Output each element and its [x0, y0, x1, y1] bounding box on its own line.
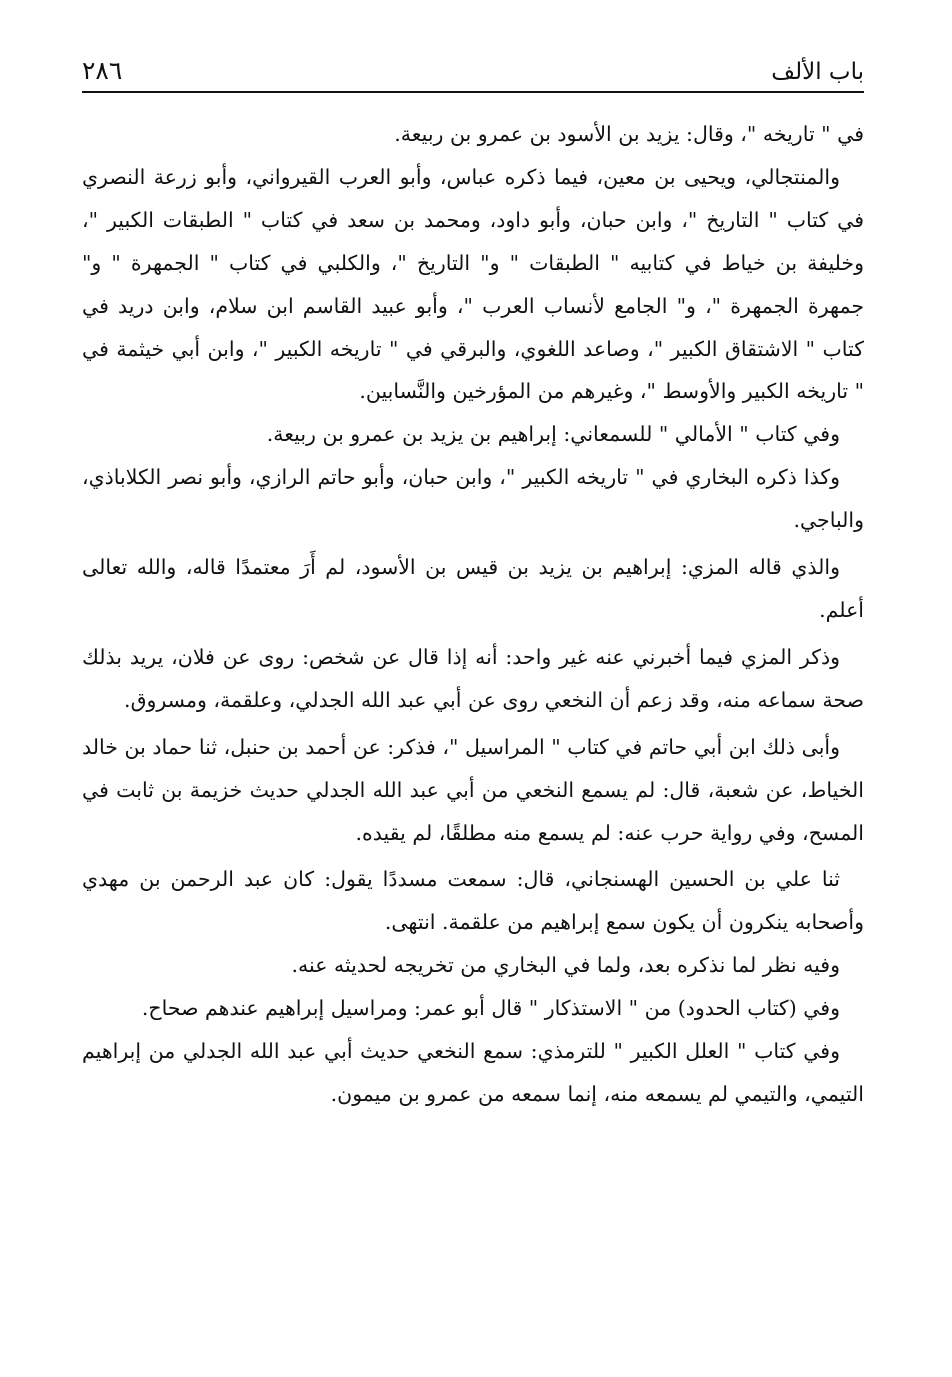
header-rule	[82, 91, 864, 93]
paragraph: في " تاريخه "، وقال: يزيد بن الأسود بن عمرو بن ربيعة.	[394, 122, 864, 146]
paragraph: وفي كتاب " العلل الكبير " للترمذي: سمع النخعي حديث أبي عبد الله الجدلي من إبراهيم التيمي، والتيمي لم يسمعه منه، إنما سمعه من عمرو بن ميمون.	[82, 1039, 864, 1106]
paragraph: وفي كتاب " الأمالي " للسمعاني: إبراهيم بن يزيد بن عمرو بن ربيعة.	[266, 422, 840, 447]
paragraph: وأبى ذلك ابن أبي حاتم في كتاب " المراسيل "، فذكر: عن أحمد بن حنبل، ثنا حماد بن خالد الخياط، عن شعبة، قال: لم يسمع النخعي من أبي عبد الله الجدلي حديث خزيمة بن ثابت في المسح، وفي رواية حرب عنه: لم يسمع منه مطلقًا، لم يقيده.	[82, 734, 864, 845]
paragraph: والذي قاله المزي: إبراهيم بن يزيد بن قيس بن الأسود، لم أَرَ معتمدًا قاله، والله تعالى أعلم.	[82, 555, 864, 622]
body-text	[82, 113, 864, 1116]
paragraph: ثنا علي بن الحسين الهسنجاني، قال: سمعت مسددًا يقول: كان عبد الرحمن بن مهدي وأصحابه ينكرون أن يكون سمع إبراهيم من علقمة. انتهى.	[82, 867, 864, 935]
running-header	[82, 50, 864, 94]
page-number: ٢٨٦	[82, 56, 123, 85]
paragraph: وذكر المزي فيما أخبرني عنه غير واحد: أنه إذا قال عن شخص: روى عن فلان، يريد بذلك صحة سماعه منه، وقد زعم أن النخعي روى عن أبي عبد الله الجدلي، وعلقمة، ومسروق.	[82, 644, 864, 712]
paragraph: وفي (كتاب الحدود) من " الاستذكار " قال أبو عمر: ومراسيل إبراهيم عندهم صحاح.	[141, 996, 840, 1021]
chapter-title: باب الألف	[771, 59, 864, 85]
paragraph: والمنتجالي، ويحيى بن معين، فيما ذكره عباس، وأبو العرب القيرواني، وأبو زرعة النصري في كتاب " التاريخ "، وابن حبان، وأبو داود، ومحمد بن سعد في كتاب " الطبقات الكبير "، وخليفة بن خياط في كتابيه " الطبقات " و" التاريخ "، والكلبي في كتاب " الجمهرة " و" جمهرة الجمهرة "، و" الجامع لأنساب العرب "، وأبو عبيد القاسم ابن سلام، وابن دريد في كتاب " الاشتقاق الكبير "، وصاعد اللغوي، والبرقي في " تاريخه الكبير "، وابن أبي خيثمة في " تاريخه الكبير والأوسط "، وغيرهم من المؤرخين والنَّسابين.	[82, 164, 864, 404]
paragraph: وفيه نظر لما نذكره بعد، ولما في البخاري من تخريجه لحديثه عنه.	[291, 953, 840, 978]
paragraph: وكذا ذكره البخاري في " تاريخه الكبير "، وابن حبان، وأبو حاتم الرازي، وأبو نصر الكلاباذي، والباجي.	[82, 465, 864, 533]
